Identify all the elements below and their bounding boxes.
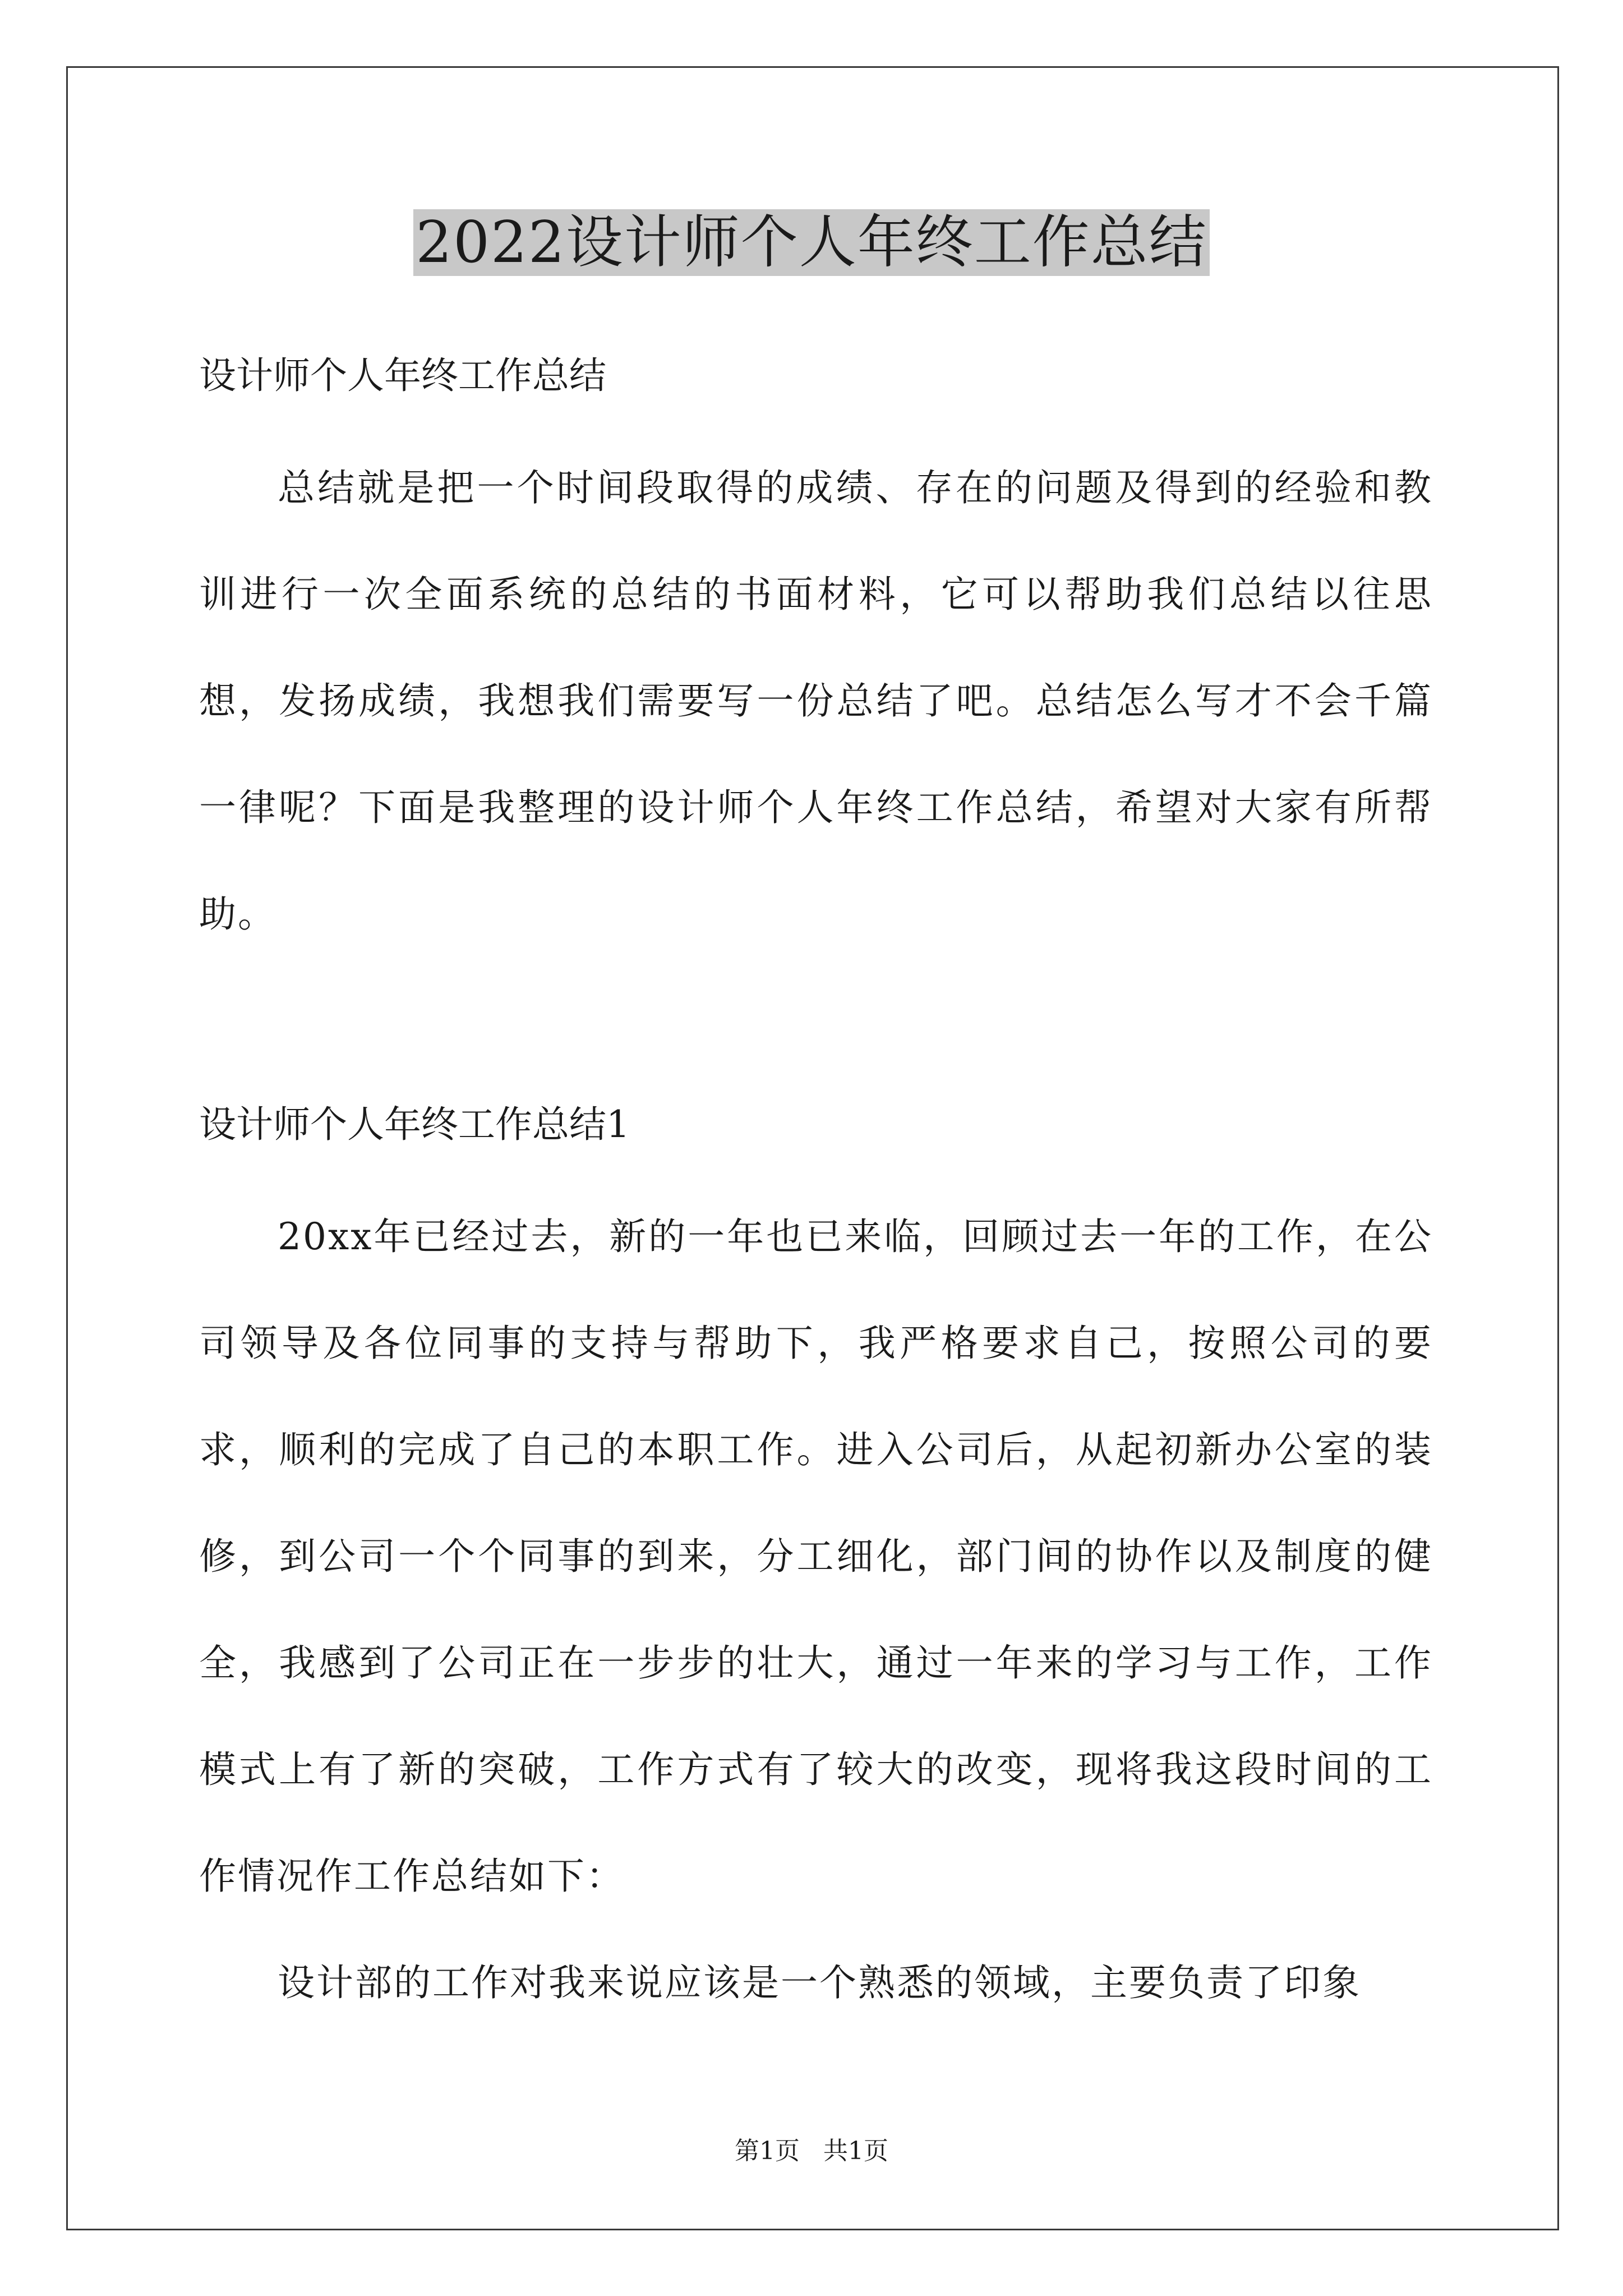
body-paragraph-2: 设计部的工作对我来说应该是一个熟悉的领域，主要负责了印象: [278, 1961, 1361, 2004]
section-heading: 设计师个人年终工作总结1: [199, 1103, 630, 1146]
intro-paragraph: 总结就是把一个时间段取得的成绩、存在的问题及得到的经验和教训进行一次全面系统的总结的书面材料，它可以帮助我们总结以往思想，发扬成绩，我想我们需要写一份总结了吧。总结怎么写才不会千篇一律呢？下面是我整理的设计师个人年终工作总结，希望对大家有所帮助。: [199, 466, 1433, 936]
document-subtitle: 设计师个人年终工作总结: [199, 354, 606, 397]
document-title-text: 2022设计师个人年终工作总结: [413, 209, 1210, 276]
page-footer: 第1页 共1页: [735, 2137, 888, 2165]
document-title: [0, 201, 1623, 285]
body-paragraph-1: 20xx年已经过去，新的一年也已来临，回顾过去一年的工作，在公司领导及各位同事的支持与帮助下，我严格要求自己，按照公司的要求，顺利的完成了自己的本职工作。进入公司后，从起初新办公室的装修，到公司一个个同事的到来，分工细化，部门间的协作以及制度的健全，我感到了公司正在一步步的壮大，通过一年来的学习与工作，工作模式上有了新的突破，工作方式有了较大的改变，现将我这段时间的工作情况作工作总结如下：: [199, 1215, 1433, 1898]
